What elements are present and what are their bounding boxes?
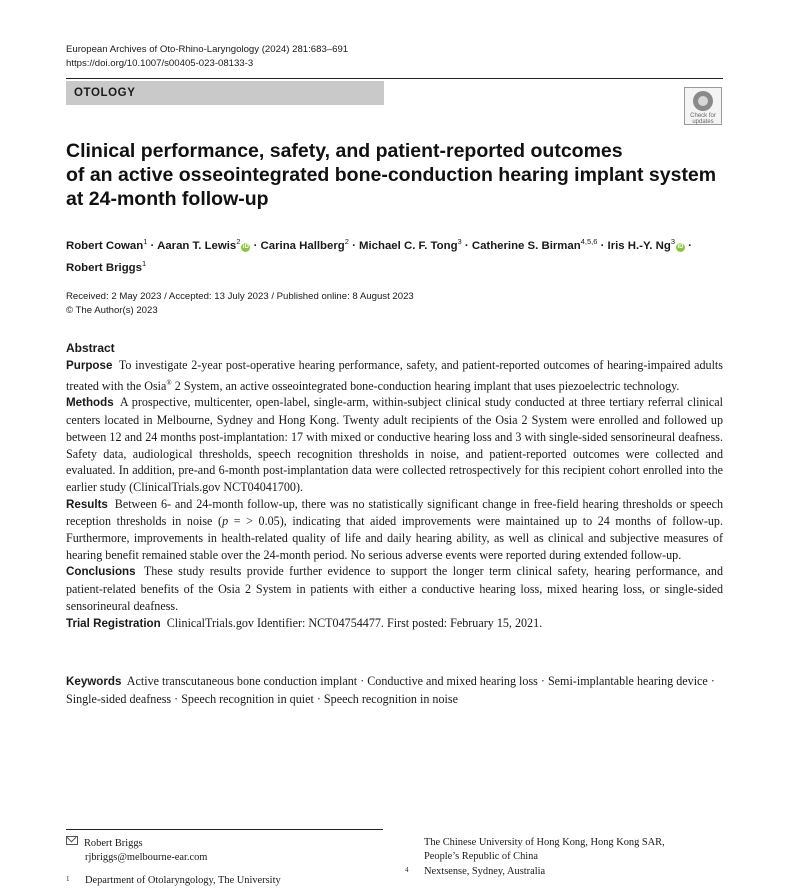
envelope-icon: [66, 836, 78, 845]
affiliation-3-line-2: People’s Republic of China: [424, 850, 538, 862]
date-history: Received: 2 May 2023 / Accepted: 13 July 2023 / Published online: 8 August 2023: [66, 291, 414, 302]
author-affiliation: 3: [457, 237, 462, 246]
abstract-section: [66, 340, 723, 632]
author-affiliation: 2: [236, 237, 241, 246]
section-label: OTOLOGY: [66, 81, 384, 105]
author-list: Robert Cowan$^1$ · Aaran T. Lewis$^2$iD · Carina Hallberg$^2$ · Michael C. F. Tong$^3$ · Catherine S. Birman$^{4,5,6}$ · Iris H.-Y. $Ng^3iD$ · Robert Briggs$^1$: [66, 237, 692, 274]
methods-label: Methods: [66, 396, 114, 410]
abstract-trial-registration: [66, 615, 723, 633]
corresponding-name: Robert Briggs: [84, 838, 143, 849]
conclusions-text: These study results provide further evidence to support the longer term clinical safety, hearing performance, and patient-related benefits of the Osia 2 System in patients with either a conductive hearing loss, mixed hearing loss, or single-sided sensorineural deafness.: [66, 564, 723, 613]
title-line-2: of an active osseointegrated bone-conduction hearing implant system: [66, 164, 717, 186]
article-title: [66, 139, 717, 211]
trial-label: Trial Registration: [66, 616, 161, 630]
conclusions-label: Conclusions: [66, 565, 136, 579]
orcid-icon[interactable]: iD: [242, 243, 249, 250]
affiliation-3-line-1: The Chinese University of Hong Kong, Hong Kong SAR,: [424, 837, 665, 848]
affiliation-number: 1: [66, 875, 70, 883]
registered-mark: ®: [166, 378, 172, 387]
p-value-symbol: p: [222, 514, 229, 529]
corresponding-email[interactable]: rjbriggs@melbourne-ear.com: [85, 851, 208, 863]
crossmark-text-2: updates: [692, 119, 714, 125]
copyright-line: © The Author(s) 2023: [66, 305, 158, 316]
corresponding-author: [66, 836, 207, 864]
keywords-text: Active transcutaneous bone conduction implant · Conductive and mixed hearing loss · Semi-implantable hearing device · Single-sided deafness · Speech recognition in quiet · Speech recognition in noise: [66, 674, 715, 706]
abstract-conclusions: [66, 563, 723, 614]
header-rule: [66, 78, 723, 79]
results-text-a: Between 6- and 24-month follow-up, there was no statistically significant change in free-field hearing thresholds or speech reception thresholds in noise (: [66, 496, 723, 529]
author-name: Michael C. F. Tong: [359, 239, 458, 252]
methods-text: A prospective, multicenter, open-label, single-arm, within-subject clinical study conducted at three tertiary referral clinical centers located in Melbourne, Sydney and Hong Kong. Twenty adult recipients of the Osia 2 System were enrolled and followed up between 12 and 24 months post-implantation: 17 with mixed or conductive hearing loss and 3 with single-sided sensorineural deafness. Safety data, audiological thresholds, speech recognition thresholds in noise, and patient-reported outcomes were collected and evaluated. In addition, pre-and 6-month post-implantation data were collected retrospectively for this recipient cohort enrolled into the earlier study (ClinicalTrials.gov NCT04041700).: [66, 395, 724, 494]
author-name: Aaran T. Lewis: [157, 239, 237, 252]
author-name: Carina Hallberg: [260, 239, 345, 252]
author-affiliation: 4,5,6: [580, 237, 598, 246]
keywords-label: Keywords: [66, 675, 122, 688]
doi-link[interactable]: https://doi.org/10.1007/s00405-023-08133-3: [66, 58, 254, 69]
results-label: Results: [66, 497, 108, 511]
abstract-heading: Abstract: [66, 341, 115, 355]
affiliation-text: Nextsense, Sydney, Australia: [424, 866, 546, 877]
author-affiliation: 3: [670, 237, 675, 246]
author-affiliation: 1: [141, 258, 147, 268]
affiliations-right: [405, 836, 725, 879]
abstract-purpose: [66, 357, 723, 394]
affiliation-1: [66, 873, 281, 888]
author-name: Iris H.-Y. Ng: [607, 239, 671, 252]
title-line-1: Clinical performance, safety, and patient-reported outcomes: [66, 140, 623, 162]
title-line-3: at 24-month follow-up: [66, 188, 269, 210]
crossmark-icon: [693, 91, 713, 111]
orcid-icon[interactable]: iD: [677, 243, 684, 250]
affiliation-text: Department of Otolaryngology, The University: [85, 875, 281, 886]
publication-dates: [66, 290, 414, 318]
footnote-rule: [66, 829, 383, 830]
keywords-section: [66, 673, 723, 707]
affiliation-number: 4: [405, 866, 409, 874]
journal-citation: European Archives of Oto-Rhino-Laryngology (2024) 281:683–691: [66, 44, 349, 55]
purpose-text-a: To investigate 2-year post-operative hearing performance, safety, and patient-reported outcomes of hearing-impaired adults treated with the Osia: [66, 358, 723, 393]
author-affiliation: 2: [344, 237, 349, 246]
author-affiliation: 1: [143, 237, 148, 246]
author-name: Catherine S. Birman: [471, 239, 581, 252]
author-name: Robert Briggs: [66, 261, 142, 274]
journal-header: [66, 43, 348, 71]
purpose-label: Purpose: [66, 359, 113, 372]
trial-text: ClinicalTrials.gov Identifier: NCT04754477. First posted: February 15, 2021.: [166, 615, 543, 630]
results-text-b: = > 0.05), indicating that aided improvements were maintained up to 24 months of follow-up. Furthermore, improvements in health-related quality of life and daily hearing ability, as well as clinical and subjective measures of hearing benefit remained stable over the 24-month period. No serious adverse events were reported during extended follow-up.: [66, 514, 723, 562]
affiliation-4: [405, 864, 725, 879]
purpose-text-b: 2 System, an active osseointegrated bone-conduction hearing implant that uses piezoelectric technology.: [171, 378, 680, 393]
crossmark-text-1: Check for: [690, 113, 716, 119]
abstract-results: [66, 496, 723, 564]
check-for-updates-badge[interactable]: [684, 87, 722, 125]
abstract-methods: [66, 394, 723, 495]
author-name: Robert Cowan: [66, 239, 144, 252]
